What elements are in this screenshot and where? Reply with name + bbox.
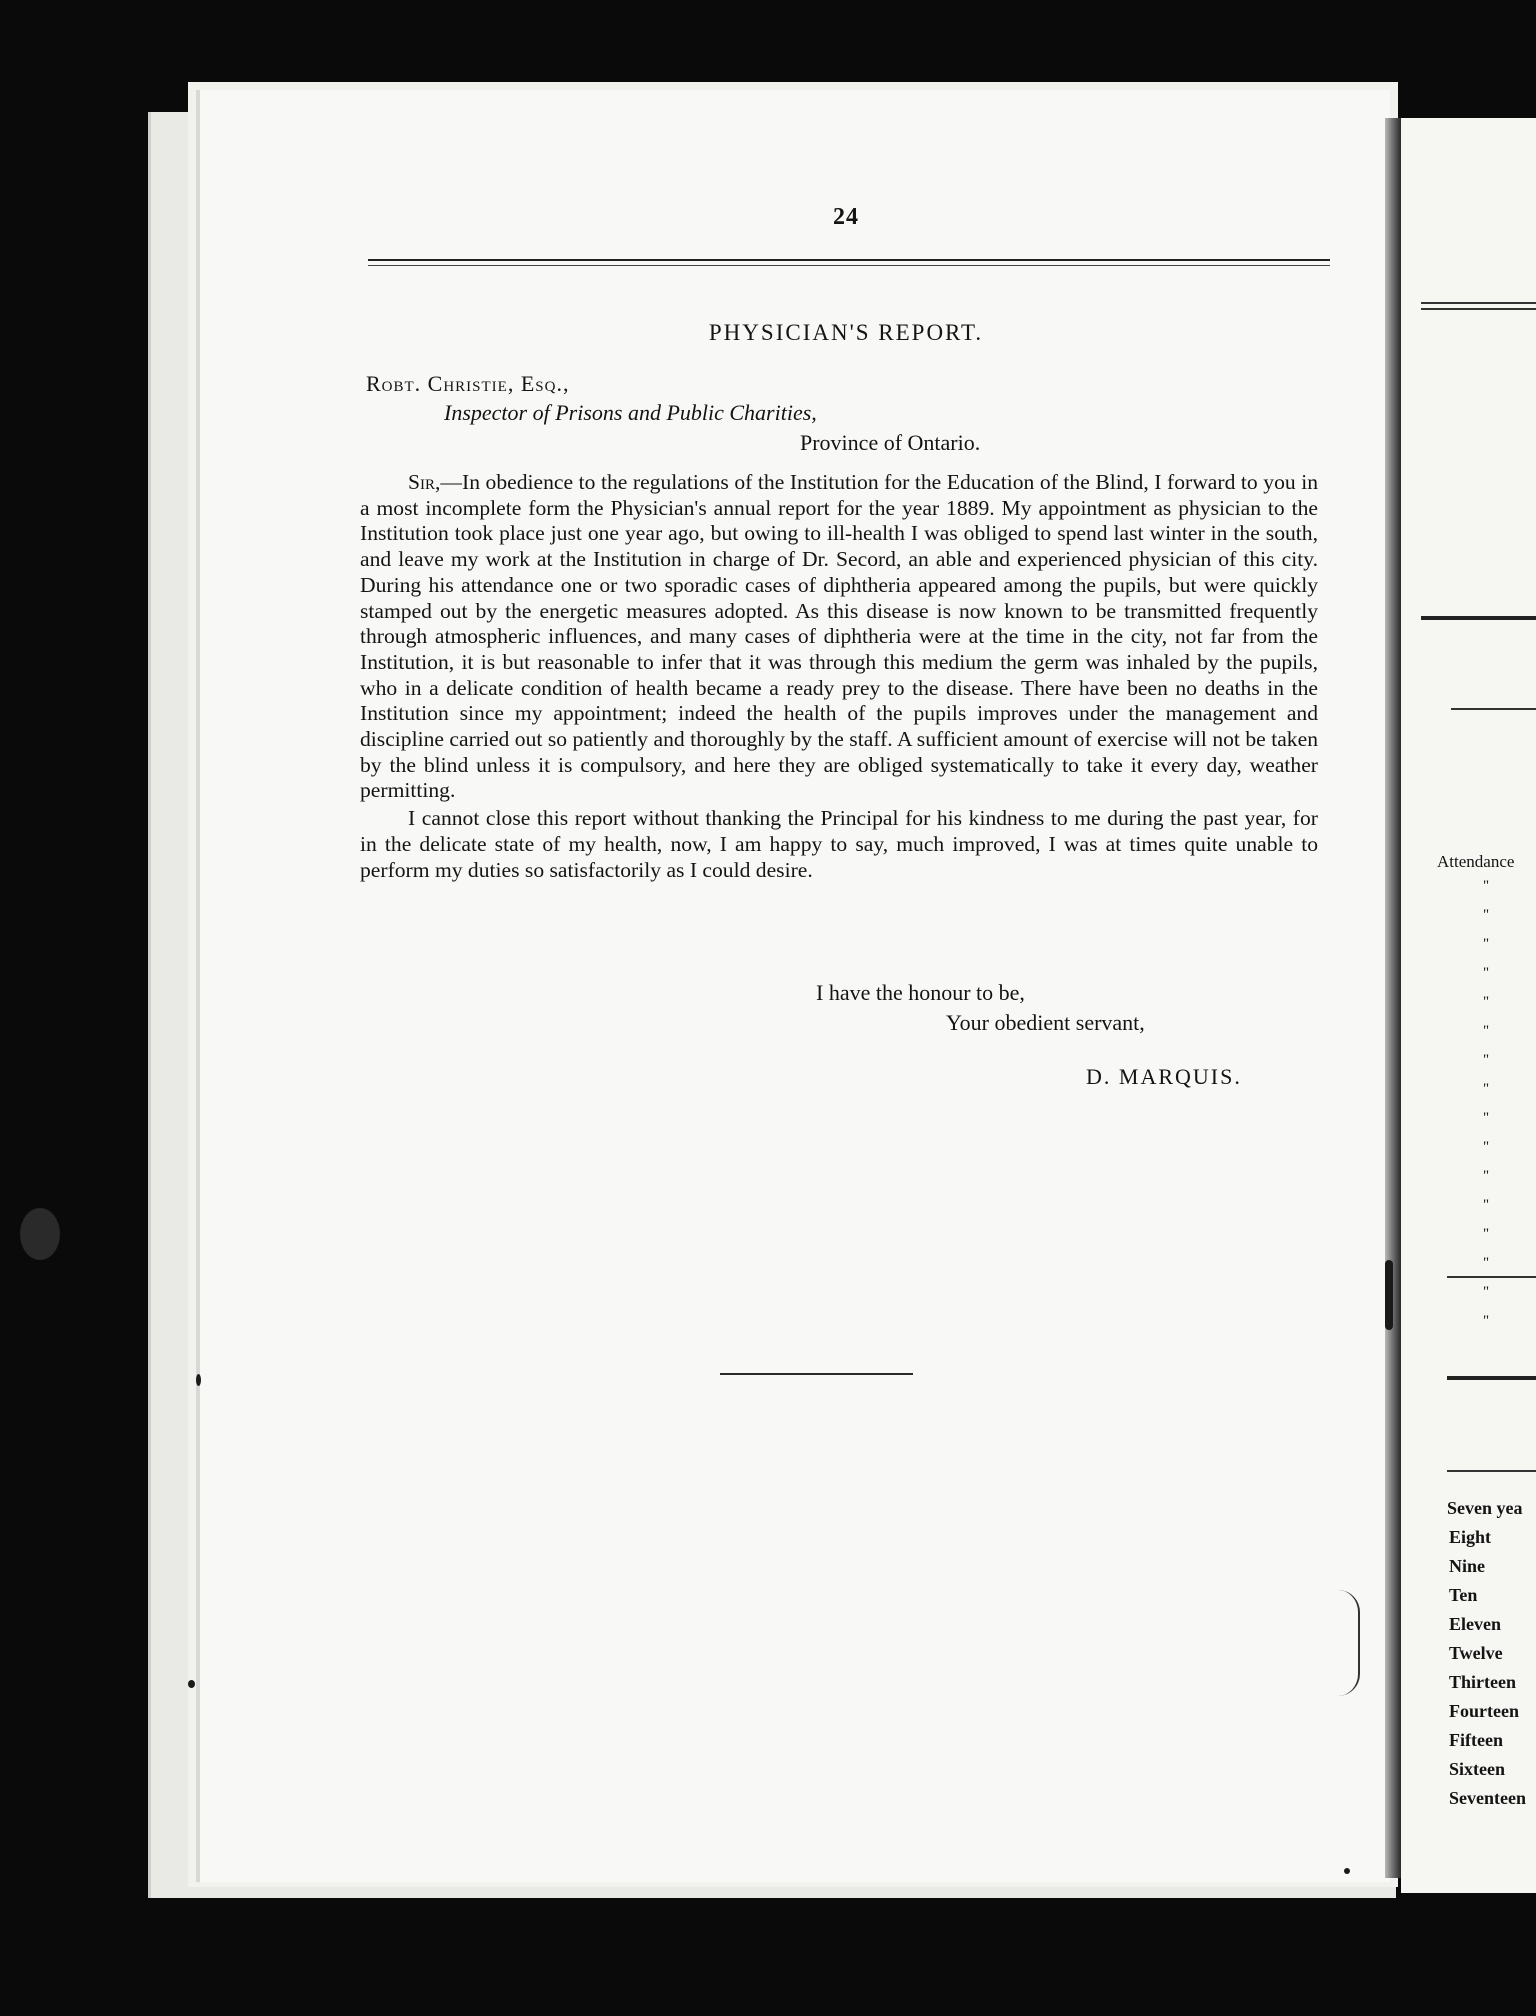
paragraph-2: I cannot close this report without thanking the Principal for his kindness to me during the past year, for in the delicate state of my health, now, I am happy to say, much improved, I was at times quite unable to perform my duties so satisfactorily as I could desire. (360, 806, 1318, 882)
adjacent-rule (1421, 616, 1536, 620)
signature: D. MARQUIS. (1086, 1064, 1242, 1089)
book-gutter (1385, 118, 1401, 1878)
ditto-mark: " (1483, 936, 1491, 952)
adjacent-rule (1447, 1376, 1536, 1380)
adjacent-rule (1451, 708, 1536, 710)
age-label: Thirteen (1449, 1672, 1516, 1692)
addressee-name: Robt. Christie, Esq., (366, 371, 570, 396)
scan-speck (188, 1680, 195, 1688)
ditto-mark: " (1483, 1313, 1491, 1329)
age-label: Eight (1449, 1527, 1492, 1547)
scan-speck (196, 1374, 201, 1386)
report-body (360, 470, 1318, 883)
ditto-mark: " (1483, 1110, 1491, 1126)
age-label: Fifteen (1449, 1730, 1503, 1750)
end-rule (720, 1373, 913, 1375)
addressee-province: Province of Ontario. (800, 430, 981, 455)
ditto-mark: " (1483, 965, 1491, 981)
ditto-mark: " (1483, 1052, 1491, 1068)
closing-line-2: Your obedient servant, (946, 1010, 1145, 1035)
age-label: Seven yea (1447, 1498, 1523, 1518)
adjacent-rule (1421, 308, 1536, 310)
ditto-mark: " (1483, 1139, 1491, 1155)
adjacent-label: Attendance (1437, 852, 1515, 871)
closing-line-1: I have the honour to be, (816, 980, 1025, 1005)
age-label: Nine (1449, 1556, 1485, 1576)
report-title: PHYSICIAN'S REPORT. (708, 320, 984, 345)
scan-speck (1344, 1868, 1350, 1874)
age-label: Eleven (1449, 1614, 1501, 1634)
ditto-mark: " (1483, 1023, 1491, 1039)
ditto-mark: " (1483, 1255, 1491, 1271)
ditto-mark: " (1483, 878, 1491, 894)
age-label: Fourteen (1449, 1701, 1519, 1721)
paragraph-1-text: —In obedience to the regulations of the Institution for the Education of the Blind, I forward to you in a most incomplete form the Physician's annual report for the year 1889. My appointment as physician to the Institution took place just one year ago, but owing to ill-health I was obliged to spend last winter in the south, and leave my work at the Institution in charge of Dr. Secord, an able and experienced physician of this city. During his attendance one or two sporadic cases of diphtheria appeared among the pupils, but were quickly stamped out by the energetic measures adopted. As this disease is now known to be transmitted frequently through atmospheric influences, and many cases of diphtheria were at the time in the city, not far from the Institution, it is but reasonable to infer that it was through this medium the germ was inhaled by the pupils, who in a delicate condition of health became a ready prey to the disease. There have been no deaths in the Institution since my appointment; indeed the health of the pupils improves under the management and discipline carried out so patiently and thoroughly by the staff. A sufficient amount of exercise will not be taken by the blind unless it is compulsory, and here they are obliged systematically to take it every day, weather permitting. (360, 470, 1318, 803)
ditto-mark: " (1483, 1081, 1491, 1097)
adjacent-page-fragment (1401, 118, 1536, 1893)
header-double-rule (368, 259, 1330, 266)
ditto-mark: " (1483, 907, 1491, 923)
document-page (200, 90, 1390, 1882)
addressee-office: Inspector of Prisons and Public Charities, (444, 400, 817, 425)
ditto-mark: " (1483, 994, 1491, 1010)
paragraph-1 (360, 470, 1318, 804)
ditto-mark: " (1483, 1168, 1491, 1184)
age-label: Ten (1449, 1585, 1478, 1605)
salutation: Sir, (408, 470, 441, 494)
ditto-mark: " (1483, 1226, 1491, 1242)
scan-hole (20, 1208, 60, 1260)
age-label: Twelve (1449, 1643, 1503, 1663)
brace-mark (1336, 1590, 1360, 1696)
adjacent-rule (1421, 302, 1536, 304)
age-label: Seventeen (1449, 1788, 1526, 1808)
adjacent-rule (1447, 1470, 1536, 1472)
ditto-mark: " (1483, 1197, 1491, 1213)
page-number: 24 (833, 204, 859, 230)
ditto-mark: " (1483, 1284, 1491, 1300)
age-label: Sixteen (1449, 1759, 1505, 1779)
gutter-shadow (1385, 1260, 1393, 1330)
adjacent-rule (1447, 1276, 1536, 1278)
